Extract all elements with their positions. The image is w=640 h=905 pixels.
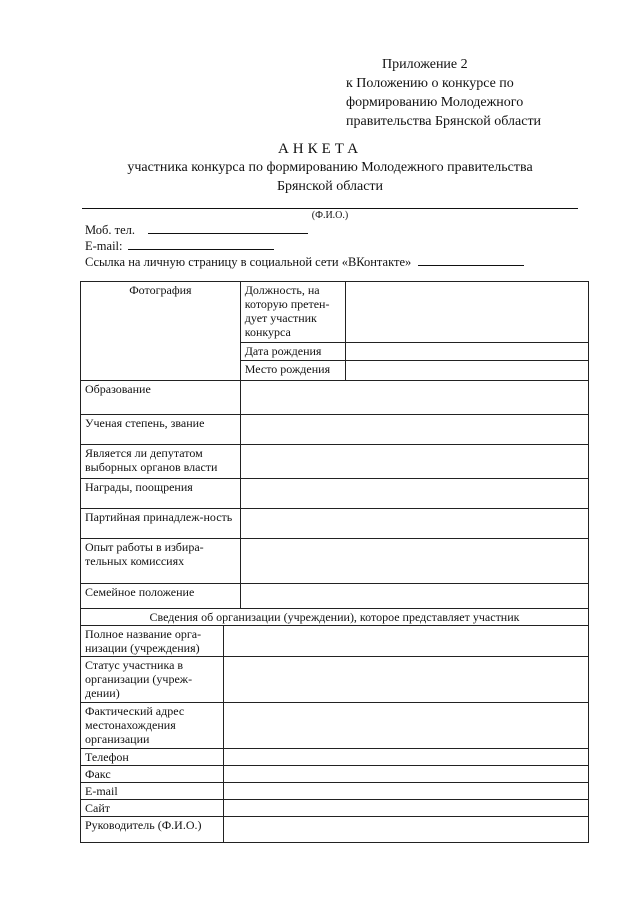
deputy-label: Является ли депутатом выборных органов власти xyxy=(81,445,241,479)
awards-label: Награды, поощрения xyxy=(81,479,241,509)
email-field xyxy=(85,238,274,254)
form-subtitle-line: Брянской области xyxy=(276,179,384,194)
party-label: Партийная принадлеж-ность xyxy=(81,509,241,539)
email-input-line[interactable] xyxy=(128,238,274,250)
org-status-input[interactable] xyxy=(223,657,588,703)
form-subtitle xyxy=(80,158,580,196)
organization-table xyxy=(80,608,589,843)
photo-label: Фотография xyxy=(129,283,192,297)
org-fax-label: Факс xyxy=(81,766,224,783)
awards-input[interactable] xyxy=(240,479,588,509)
degree-input[interactable] xyxy=(240,415,588,445)
org-email-label: E-mail xyxy=(81,783,224,800)
personal-info-table xyxy=(80,281,589,609)
org-name-input[interactable] xyxy=(223,626,588,657)
marital-status-input[interactable] xyxy=(240,584,588,609)
appendix-line: Приложение 2 xyxy=(382,57,468,72)
degree-label: Ученая степень, звание xyxy=(81,415,241,445)
phone-input-line[interactable] xyxy=(148,222,308,234)
org-site-label: Сайт xyxy=(81,800,224,817)
vk-input-line[interactable] xyxy=(418,254,524,266)
phone-field xyxy=(85,222,308,238)
appendix-line: правительства Брянской области xyxy=(346,114,542,129)
birth-date-label: Дата рождения xyxy=(240,343,345,361)
org-fax-input[interactable] xyxy=(223,766,588,783)
appendix-line: формированию Молодежного xyxy=(346,95,524,110)
appendix-line: к Положению о конкурсе по xyxy=(346,76,514,91)
org-address-label: Фактический адрес местонахождения организации xyxy=(81,703,224,749)
vk-field xyxy=(85,254,524,270)
birth-date-input[interactable] xyxy=(345,343,588,361)
org-email-input[interactable] xyxy=(223,783,588,800)
birth-place-input[interactable] xyxy=(345,361,588,381)
org-head-label: Руководитель (Ф.И.О.) xyxy=(81,817,224,843)
position-label: Должность, на которую претен-дует участник конкурса xyxy=(240,282,345,343)
org-name-label: Полное название орга-низации (учреждения) xyxy=(81,626,224,657)
election-experience-label: Опыт работы в избира-тельных комиссиях xyxy=(81,539,241,584)
org-head-input[interactable] xyxy=(223,817,588,843)
org-phone-label: Телефон xyxy=(81,749,224,766)
org-phone-input[interactable] xyxy=(223,749,588,766)
birth-place-label: Место рождения xyxy=(240,361,345,381)
education-label: Образование xyxy=(81,381,241,415)
deputy-input[interactable] xyxy=(240,445,588,479)
email-label: E-mail: xyxy=(85,239,123,253)
marital-status-label: Семейное положение xyxy=(81,584,241,609)
org-status-label: Статус участника в организации (учреж-дении) xyxy=(81,657,224,703)
photo-cell[interactable] xyxy=(81,282,241,381)
appendix-note xyxy=(346,55,541,131)
party-input[interactable] xyxy=(240,509,588,539)
form-title: АНКЕТА xyxy=(277,141,363,157)
org-site-input[interactable] xyxy=(223,800,588,817)
position-input[interactable] xyxy=(345,282,588,343)
vk-label: Ссылка на личную страницу в социальной сети «ВКонтакте» xyxy=(85,255,412,269)
fio-caption: (Ф.И.О.) xyxy=(311,210,349,221)
education-input[interactable] xyxy=(240,381,588,415)
organization-header: Сведения об организации (учреждении), которое представляет участник xyxy=(81,609,589,626)
fio-input-line[interactable] xyxy=(82,208,578,209)
phone-label: Моб. тел. xyxy=(85,223,136,237)
election-experience-input[interactable] xyxy=(240,539,588,584)
org-address-input[interactable] xyxy=(223,703,588,749)
form-subtitle-line: участника конкурса по формированию Молодежного правительства xyxy=(127,160,533,175)
